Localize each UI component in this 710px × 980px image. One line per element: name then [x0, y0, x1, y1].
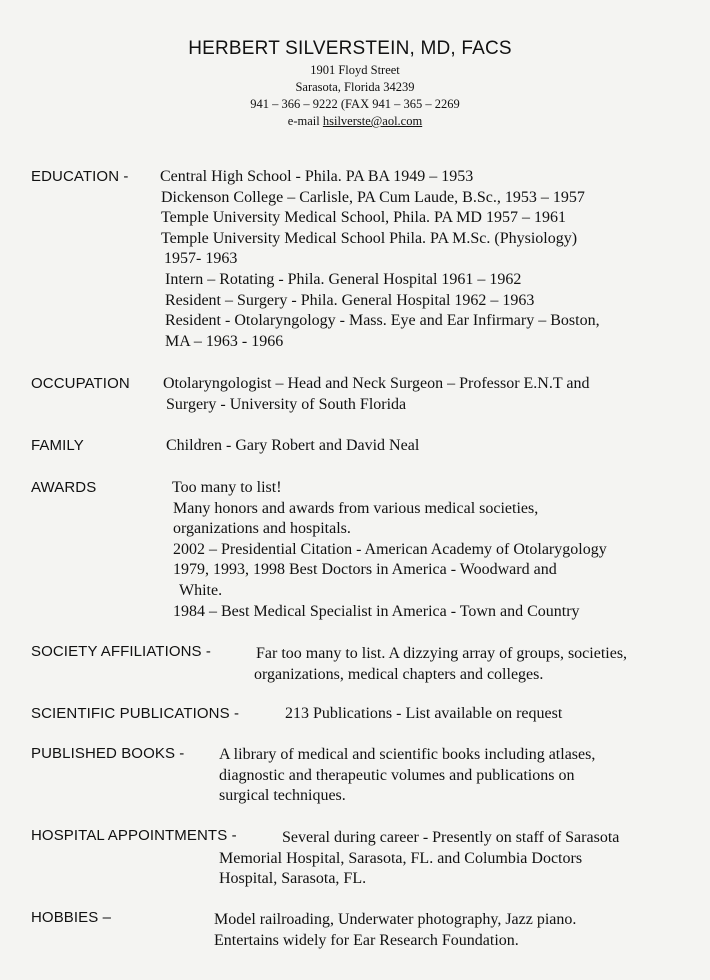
- education-line: Temple University Medical School Phila. PA M.Sc. (Physiology): [161, 229, 578, 247]
- person-name: HERBERT SILVERSTEIN, MD, FACS: [188, 38, 512, 59]
- address-city: Sarasota, Florida 34239: [295, 80, 415, 94]
- section-published-books: [0, 744, 710, 807]
- occupation-line: Surgery - University of South Florida: [166, 395, 407, 413]
- resume-header: [0, 38, 710, 130]
- books-line: diagnostic and therapeutic volumes and publications on: [219, 766, 575, 784]
- hospital-label: HOSPITAL APPOINTMENTS -: [31, 827, 237, 844]
- hospital-line: Several during career - Presently on staff of Sarasota: [282, 829, 620, 846]
- society-label: SOCIETY AFFILIATIONS -: [31, 643, 212, 660]
- phone-fax: 941 – 366 – 9222 (FAX 941 – 365 – 2269: [250, 97, 460, 111]
- publications-label: SCIENTIFIC PUBLICATIONS -: [31, 705, 240, 722]
- society-line: organizations, medical chapters and colleges.: [254, 665, 544, 683]
- education-line: Intern – Rotating - Phila. General Hospital 1961 – 1962: [165, 271, 522, 288]
- publications-line: 213 Publications - List available on request: [285, 705, 563, 722]
- awards-line: 1984 – Best Medical Specialist in America - Town and Country: [173, 602, 580, 620]
- awards-line: organizations and hospitals.: [173, 520, 351, 538]
- family-line: Children - Gary Robert and David Neal: [166, 437, 420, 454]
- section-awards: [0, 478, 710, 624]
- education-line: 1957- 1963: [164, 250, 238, 268]
- email-line: [0, 113, 710, 130]
- section-scientific-publications: [0, 704, 710, 725]
- hospital-line: Hospital, Sarasota, FL.: [219, 870, 367, 888]
- hobbies-line: Model railroading, Underwater photography, Jazz piano.: [214, 911, 577, 928]
- education-line: Resident – Surgery - Phila. General Hospital 1962 – 1963: [165, 291, 535, 309]
- section-society-affiliations: [0, 642, 710, 684]
- occupation-label: OCCUPATION: [31, 375, 130, 392]
- awards-label: AWARDS: [31, 479, 97, 496]
- awards-line: Many honors and awards from various medical societies,: [173, 499, 539, 517]
- education-line: Temple University Medical School, Phila. PA MD 1957 – 1961: [161, 209, 566, 227]
- hobbies-line: Entertains widely for Ear Research Foundation.: [214, 931, 519, 949]
- education-line: MA – 1963 - 1966: [165, 332, 284, 350]
- education-label: EDUCATION -: [31, 168, 129, 185]
- education-line: Central High School - Phila. PA BA 1949 – 1953: [160, 168, 474, 185]
- education-line: Dickenson College – Carlisle, PA Cum Laude, B.Sc., 1953 – 1957: [161, 188, 585, 206]
- awards-line: White.: [179, 582, 223, 599]
- family-label: FAMILY: [31, 437, 84, 454]
- books-line: surgical techniques.: [219, 787, 346, 805]
- education-line: Resident - Otolaryngology - Mass. Eye and Ear Infirmary – Boston,: [165, 312, 600, 330]
- hobbies-label: HOBBIES –: [31, 909, 112, 926]
- awards-line: Too many to list!: [172, 479, 282, 496]
- email-label: e-mail: [287, 114, 320, 128]
- section-occupation: [0, 374, 710, 416]
- section-family: [0, 436, 710, 457]
- awards-line: 2002 – Presidential Citation - American Academy of Otolarygology: [173, 540, 607, 558]
- awards-line: 1979, 1993, 1998 Best Doctors in America - Woodward and: [173, 561, 557, 579]
- society-line: Far too many to list. A dizzying array of groups, societies,: [256, 645, 628, 662]
- books-label: PUBLISHED BOOKS -: [31, 745, 185, 762]
- address-street: 1901 Floyd Street: [310, 63, 400, 77]
- hospital-line: Memorial Hospital, Sarasota, FL. and Columbia Doctors: [219, 849, 583, 867]
- section-education: [0, 167, 710, 357]
- section-hobbies: [0, 908, 710, 950]
- occupation-line: Otolaryngologist – Head and Neck Surgeon – Professor E.N.T and: [163, 375, 590, 392]
- section-hospital-appointments: [0, 826, 710, 889]
- email-address[interactable]: hsilverste@aol.com: [322, 114, 423, 128]
- books-line: A library of medical and scientific books including atlases,: [219, 746, 596, 763]
